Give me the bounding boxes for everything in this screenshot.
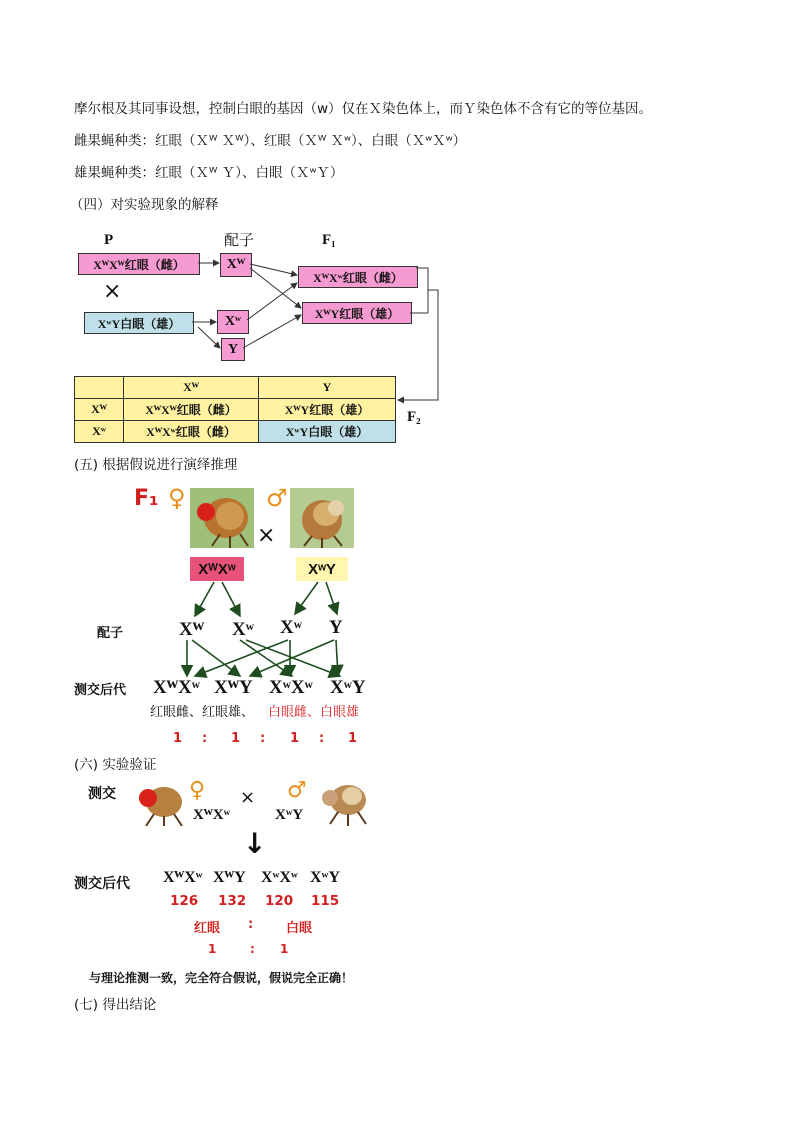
male-fly-image (318, 778, 374, 826)
ratio-value: 1 (231, 731, 241, 746)
offspring-label-6: 测交后代 (74, 876, 130, 892)
testcross-label: 测交 (88, 786, 116, 802)
ratio-colon: : (250, 942, 255, 956)
ratio-colon: : (319, 731, 325, 746)
offspring: XʷXʷ (261, 869, 298, 886)
ratio-value: 1 (173, 731, 183, 746)
male-symbol-6: ♂ (287, 778, 307, 803)
conclusion-text: 与理论推测一致，完全符合假说，假说完全正确！ (89, 971, 354, 985)
phenotype-white: 白眼雌、白眼雄 (268, 705, 360, 720)
ratio-colon: : (248, 917, 254, 932)
gamete: Y (329, 617, 343, 638)
p-female-box: XᵂXᵂ红眼（雌） (78, 253, 200, 275)
count: 115 (311, 893, 340, 909)
gamete-XW-box: Xᵂ (220, 253, 252, 277)
table-col-XW: Xᵂ (124, 377, 259, 399)
gamete-Y-box: Y (221, 338, 245, 361)
ratio-value: 1 (208, 942, 217, 956)
female-genotype-6: XᵂXʷ (193, 807, 231, 823)
section4-title: （四）对实验现象的解释 (70, 197, 219, 213)
down-arrow: ↓ (243, 827, 267, 860)
offspring: XᵂY (214, 677, 253, 698)
gamete: Xᵂ (179, 619, 205, 640)
section5-title: (五) 根据假说进行演绎推理 (74, 457, 238, 473)
male-symbol: ♂ (266, 484, 288, 512)
table-cell: XʷY白眼（雄） (259, 421, 396, 443)
table-row-gamete: Xᵂ (75, 399, 124, 421)
offspring: XʷY (330, 677, 366, 698)
ratio-value: 1 (280, 942, 289, 956)
male-fly-photo (290, 488, 354, 548)
female-fly-photo (190, 488, 254, 548)
male-genotype-6: XʷY (275, 807, 304, 823)
offspring: XʷXʷ (269, 677, 313, 698)
ratio-colon: : (260, 731, 266, 746)
f1-female-box: XᵂXʷ红眼（雌） (298, 266, 418, 288)
f2-punnett-table (74, 376, 396, 443)
female-fly-image (136, 780, 186, 826)
count: 132 (218, 893, 247, 909)
f1-big-label: F₁ (134, 486, 159, 511)
p-male-box: XʷY白眼（雄） (84, 312, 194, 334)
intro-line-2: 雌果蝇种类：红眼（Ｘᵂ Ｘᵂ）、红眼（Ｘᵂ Ｘʷ）、白眼（ＸʷＸʷ） (74, 133, 467, 149)
section7-title: (七) 得出结论 (74, 997, 157, 1013)
table-cell: XᵂXᵂ红眼（雌） (124, 399, 259, 421)
offspring: XʷY (310, 869, 341, 886)
gamete-Xw-box: Xʷ (217, 310, 249, 334)
table-corner (75, 377, 124, 399)
offspring: XᵂXʷ (163, 869, 203, 886)
header-p: P (104, 232, 114, 248)
cross-sign-6: × (240, 787, 256, 808)
gamete-label: 配子 (97, 626, 124, 641)
header-gamete: 配子 (224, 231, 255, 249)
f1-male-box: XᵂY红眼（雄） (302, 302, 412, 324)
ratio-value: 1 (348, 731, 358, 746)
gamete: Xʷ (232, 619, 254, 640)
table-cell: XᵂXʷ红眼（雌） (124, 421, 259, 443)
female-symbol-6: ♀ (189, 778, 206, 803)
header-f1: F₁ (322, 232, 336, 248)
white-eye-label: 白眼 (286, 921, 313, 936)
ratio-colon: : (202, 731, 208, 746)
table-cell: XᵂY红眼（雄） (259, 399, 396, 421)
intro-line-1: 摩尔根及其同事设想，控制白眼的基因（w）仅在Ｘ染色体上，而Ｙ染色体不含有它的等位基因。 (74, 101, 653, 117)
count: 126 (170, 893, 199, 909)
section6-title: (六) 实验验证 (74, 757, 157, 773)
ratio-value: 1 (290, 731, 300, 746)
f2-label: F₂ (407, 409, 421, 425)
count: 120 (265, 893, 294, 909)
table-row-gamete: Xʷ (75, 421, 124, 443)
male-genotype-box: XʷY (296, 557, 348, 581)
phenotype-red: 红眼雌、红眼雄、 (150, 705, 255, 720)
red-eye-label: 红眼 (194, 921, 221, 936)
gamete: Xʷ (280, 617, 302, 638)
cross-sign: × (103, 279, 122, 304)
offspring: XᵂY (213, 869, 246, 886)
cross-sign-5: × (257, 523, 276, 548)
intro-line-3: 雄果蝇种类：红眼（Ｘᵂ Ｙ）、白眼（ＸʷＹ） (74, 165, 344, 181)
offspring: XᵂXʷ (153, 677, 200, 698)
offspring-label: 测交后代 (74, 683, 127, 698)
female-genotype-box: XᵂXʷ (190, 557, 244, 581)
female-symbol: ♀ (168, 484, 186, 512)
table-col-Y: Y (259, 377, 396, 399)
